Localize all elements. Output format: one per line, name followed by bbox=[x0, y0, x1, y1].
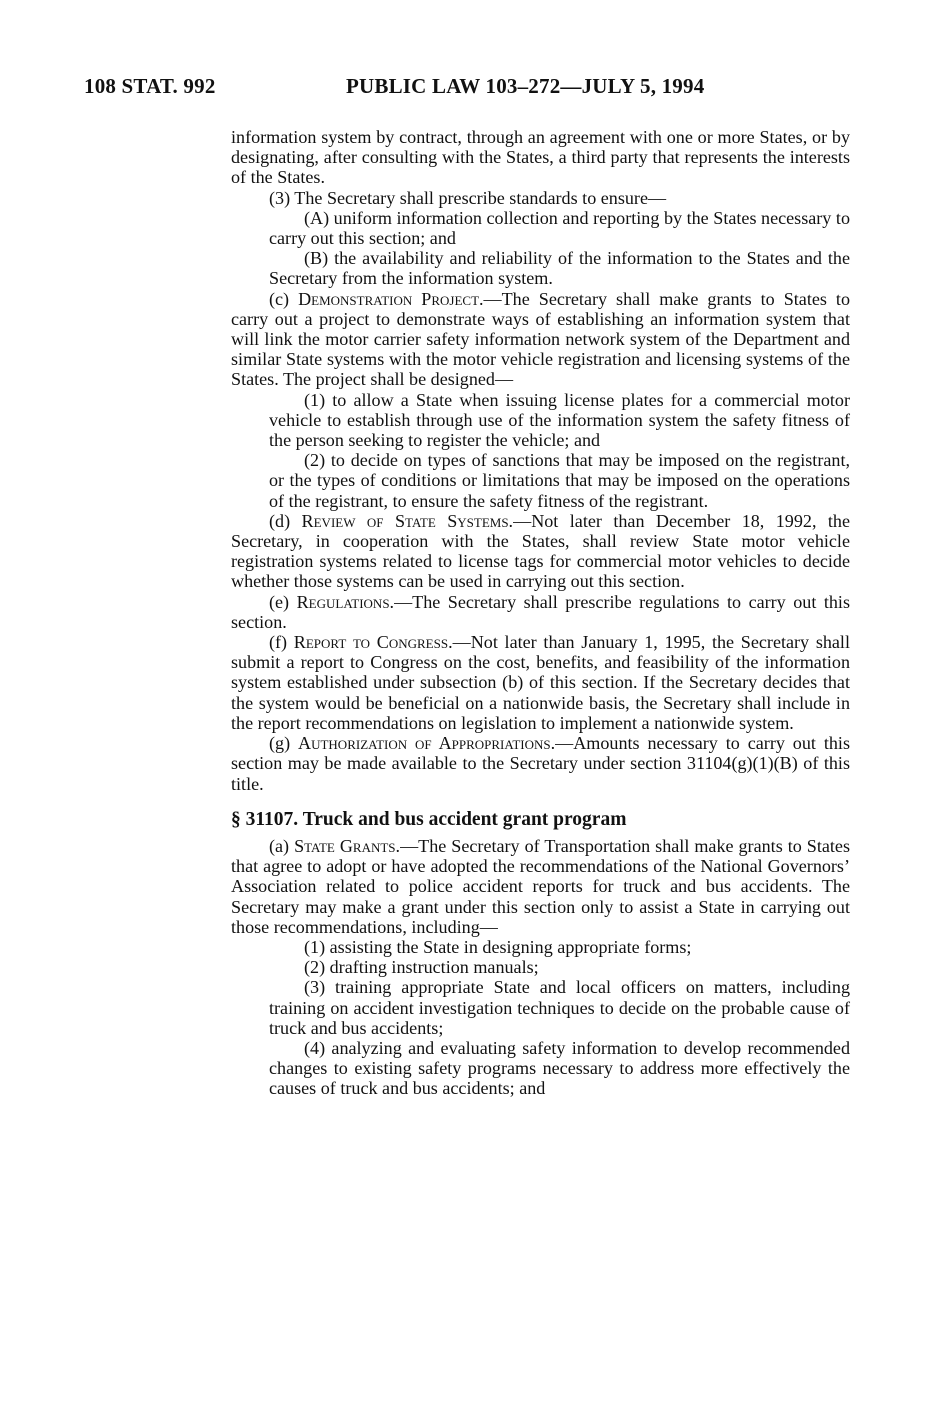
subsection-g-label: (g) bbox=[269, 733, 299, 754]
paragraph-3-B: (B) the availability and reliability of the information to the States and the Secretary from the information system. bbox=[269, 248, 850, 289]
law-title: PUBLIC LAW 103–272—JULY 5, 1994 bbox=[346, 74, 705, 98]
subsection-a-text: —The Secretary of Transportation shall make grants to States that agree to adopt or have adopted the recommendations of the National Governors’ Association related to police accident reports for truck and bus accidents. The Secretary may make a grant under this section only to assist a State in carrying out those recommendations, including— bbox=[231, 835, 850, 937]
paragraph-3-standards: (3) The Secretary shall prescribe standards to ensure— bbox=[269, 187, 667, 208]
list-item-1: (1) assisting the State in designing appropriate forms; bbox=[304, 936, 692, 957]
subsection-c-label: (c) bbox=[269, 288, 299, 309]
paragraph-c-1: (1) to allow a State when issuing license plates for a commercial motor vehicle to establish through use of the information system the safety fitness of the person seeking to register the vehicle; and bbox=[269, 389, 850, 451]
subsection-f bbox=[231, 632, 850, 733]
subsection-e bbox=[231, 592, 850, 632]
subsection-c bbox=[231, 289, 850, 390]
list-item-4: (4) analyzing and evaluating safety information to develop recommended changes to existing safety programs necessary to address more effectively the causes of truck and bus accidents; and bbox=[269, 1037, 850, 1099]
subsection-g bbox=[231, 733, 850, 794]
subsection-a-state-grants bbox=[231, 836, 850, 937]
subsection-g-caption: Authorization of Appropriations. bbox=[298, 733, 556, 754]
subsection-d-text: —Not later than December 18, 1992, the Secretary, in cooperation with the States, shall review State motor vehicle registration systems related to license tags for commercial motor vehicles to decide whether those systems can be used in carrying out this section. bbox=[231, 510, 851, 592]
subsection-e-label: (e) bbox=[269, 591, 297, 612]
subsection-f-label: (f) bbox=[269, 632, 294, 653]
paragraph-information-system: information system by contract, through an agreement with one or more States, or by designating, after consulting with the States, a third party that represents the interests of the States. bbox=[231, 127, 850, 188]
subsection-d bbox=[231, 511, 850, 592]
list-item-3: (3) training appropriate State and local officers on matters, including training on accident investigation techniques to decide on the probable cause of truck and bus accidents; bbox=[269, 977, 850, 1038]
subsection-c-text: —The Secretary shall make grants to States to carry out a project to demonstrate ways of establishing an information system that will link the motor carrier safety information network system of the Department and similar State systems with the motor vehicle registration and licensing systems of the States. The project shall be designed— bbox=[231, 288, 850, 390]
document-body bbox=[231, 127, 850, 1099]
subsection-f-caption: Report to Congress. bbox=[293, 632, 453, 653]
subsection-d-label: (d) bbox=[269, 510, 302, 531]
list-item-2: (2) drafting instruction manuals; bbox=[304, 957, 539, 978]
subsection-a-caption: State Grants. bbox=[294, 835, 401, 856]
subsection-d-caption: Review of State Systems. bbox=[301, 510, 514, 531]
subsection-f-text: —Not later than January 1, 1995, the Secretary shall submit a report to Congress on the cost, benefits, and feasibility of the information system established under subsection (b) of this section. If the Secretary decides that the system would be beneficial on a nationwide basis, the Secretary shall include in the report recommendations on legislation to implement a nationwide system. bbox=[231, 632, 850, 733]
paragraph-3-A: (A) uniform information collection and reporting by the States necessary to carry out this section; and bbox=[269, 207, 850, 249]
subsection-e-text: —The Secretary shall prescribe regulations to carry out this section. bbox=[231, 591, 850, 632]
stat-page-number: 108 STAT. 992 bbox=[84, 74, 216, 98]
subsection-a-label: (a) bbox=[269, 835, 295, 856]
subsection-e-caption: Regulations. bbox=[296, 591, 395, 612]
subsection-g-text: —Amounts necessary to carry out this section may be made available to the Secretary under section 31104(g)(1)(B) of this title. bbox=[231, 733, 850, 794]
paragraph-c-2: (2) to decide on types of sanctions that may be imposed on the registrant, or the types of conditions or limitations that may be imposed on the operations of the registrant, to ensure the safety fitness of the registrant. bbox=[269, 450, 850, 511]
section-heading-31107: § 31107. Truck and bus accident grant program bbox=[231, 808, 627, 830]
subsection-c-caption: Demonstration Project. bbox=[298, 288, 484, 309]
